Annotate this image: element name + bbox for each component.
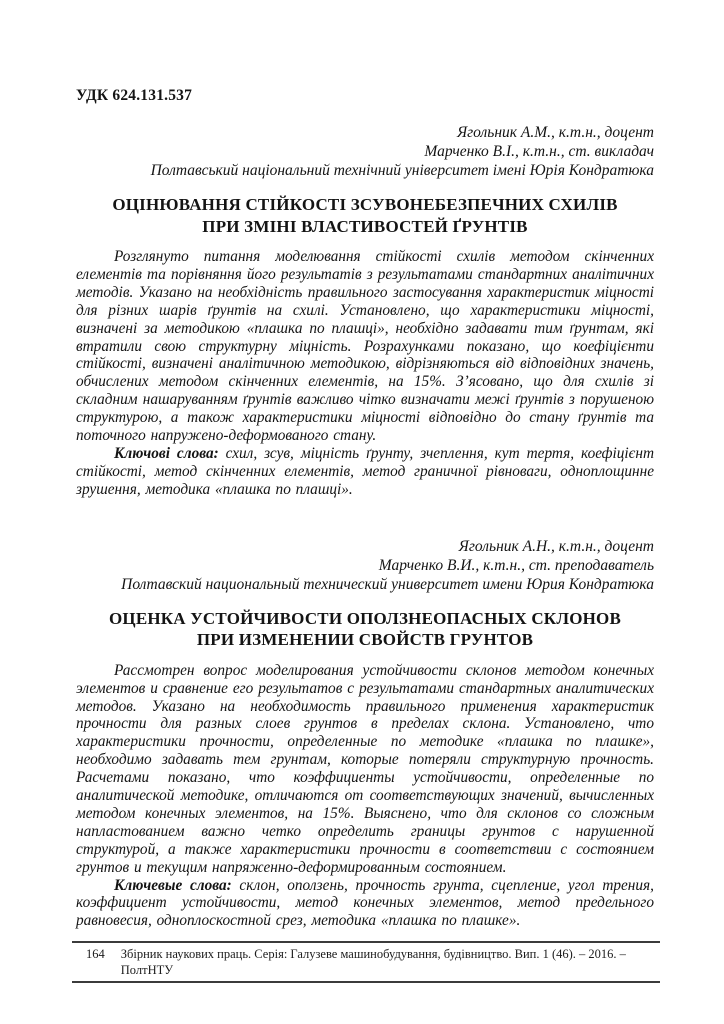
abstract-paragraph-ru: Рассмотрен вопрос моделирования устойчивости склонов методом конечных элементов и сравнение его результатов с результатами стандартных аналитических методов. Указано на необходимость правильного применения характеристик прочности для разных слоев грунтов в пределах склона. Установлено, что характеристики прочности, определенные по методике «плашка по плашке», необходимо задавать тем грунтам, которые потеряли структурную прочность. Расчетами показано, что коэффициенты устойчивости, определенные по аналитической методике, отличаются от соответствующих значений, вычисленных методом конечных элементов, на 15%. Выяснено, что для склонов со сложным напластованием важно четко определить границы грунтов с нарушенной структурой, а также характеристики прочности в соответствии с состоянием грунтов и текущим напряженно-деформированным состоянием. [76, 661, 654, 876]
title-line: ОЦІНЮВАННЯ СТІЙКОСТІ ЗСУВОНЕБЕЗПЕЧНИХ СХИЛІВ [112, 195, 618, 214]
udc-number: УДК 624.131.537 [76, 87, 193, 104]
article-title-ru [76, 608, 654, 651]
footer [72, 941, 660, 983]
affiliation-line: Полтавський національний технічний університет імені Юрія Кондратюка [150, 162, 654, 179]
authors-block [76, 537, 654, 594]
author-line: Ягольник А.М., к.т.н., доцент [456, 124, 654, 141]
article-title-uk [76, 194, 654, 237]
footer-reference: Збірник наукових праць. Серія: Галузеве машинобудування, будівництво. Вип. 1 (46). – 2016. – ПолтНТУ [120, 947, 626, 977]
keywords-label: Ключові слова: [114, 444, 219, 462]
keywords-paragraph-ru [76, 877, 654, 931]
section-ukrainian [76, 123, 654, 499]
page-number: 164 [86, 947, 105, 961]
title-line: ПРИ ИЗМЕНЕНИИ СВОЙСТВ ГРУНТОВ [196, 630, 534, 650]
keywords-paragraph-uk [76, 445, 654, 499]
section-russian [76, 537, 654, 931]
title-line: ПРИ ЗМІНІ ВЛАСТИВОСТЕЙ ҐРУНТІВ [202, 216, 528, 236]
author-line: Ягольник А.Н., к.т.н., доцент [458, 537, 654, 555]
keywords-label: Ключевые слова: [114, 876, 232, 894]
keywords-text: схил, зсув, міцність ґрунту, зчеплення, кут тертя, коефіцієнт стійкості, метод скінченних елементів, метод граничної рівноваги, одноплощинне зрушення, методика «плашка по плашці». [76, 444, 654, 498]
keywords-text: склон, оползень, прочность грунта, сцепление, угол трения, коэффициент устойчивости, метод конечных элементов, метод предельного равновесия, одноплоскостной срез, методика «плашка по плашке». [76, 876, 654, 930]
author-line: Марченко В.И., к.т.н., ст. преподаватель [378, 556, 654, 574]
abstract-paragraph-uk: Розглянуто питання моделювання стійкості схилів методом скінченних елементів та порівняння його результатів з результатами стандартних аналітичних методів. Указано на необхідність правильного застосування характеристик міцності для різних шарів ґрунтів на схилі. Установлено, що характеристики міцності, визначені за методикою «плашка по плашці», необхідно задавати тим ґрунтам, які втратили свою структурну міцність. Розрахунками показано, що коефіцієнти стійкості, визначені аналітичною методикою, відрізняються від відповідних значень, обчислених методом скінченних елементів, на 15%. З’ясовано, що для схилів зі складним нашаруванням ґрунтів важливо чітко визначати межі ґрунтів з порушеною структурою, а також характеристики міцності відповідно до стану ґрунтів та поточного напружено-деформованого стану. [76, 248, 654, 445]
affiliation-line: Полтавский национальный технический университет имени Юрия Кондратюка [121, 575, 654, 593]
title-line: ОЦЕНКА УСТОЙЧИВОСТИ ОПОЛЗНЕОПАСНЫХ СКЛОНОВ [108, 608, 622, 628]
authors-block [76, 123, 654, 180]
author-line: Марченко В.І., к.т.н., ст. викладач [424, 143, 654, 160]
